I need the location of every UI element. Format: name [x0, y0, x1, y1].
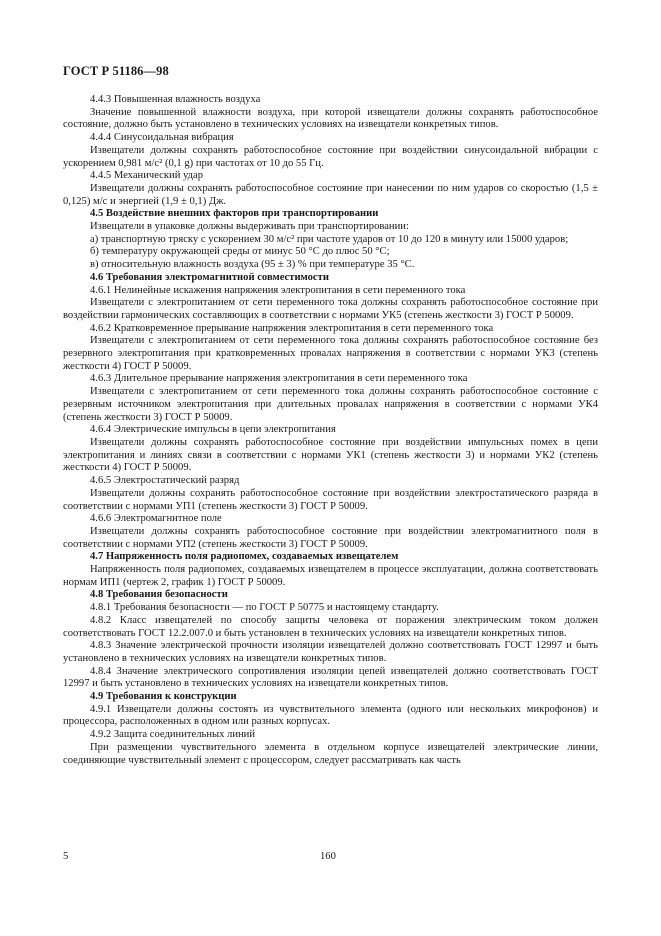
paragraph: 4.9.2 Защита соединительных линий — [90, 729, 256, 741]
paragraph: При размещении чувствительного элемента в отдельном корпусе извещателей электрические линии, соединяющие чувствительный элемент с процессором, следует рассматривать как часть — [63, 741, 598, 766]
section-heading: 4.6 Требования электромагнитной совместимости — [90, 271, 329, 283]
paragraph: Извещатели с электропитанием от сети переменного тока должны сохранять работоспособное состояние при воздействии гармонических составляющих в соответствии с нормами УК5 (степень жесткости 3) ГОСТ Р 50009. — [63, 297, 598, 321]
paragraph: б) температуру окружающей среды от минус 50 °С до плюс 50 °С; — [90, 246, 390, 258]
paragraph: 4.9.1 Извещатели должны состоять из чувствительного элемента (одного или нескольких микрофонов) и процессора, расположенных в одном или разных корпусах. — [63, 703, 598, 728]
paragraph: Извещатели должны сохранять работоспособное состояние при нанесении по ним ударов со скоростью (1,5 ± 0,125) м/с и энергией (1,9 ± 0,1) Дж. — [63, 182, 598, 207]
paragraph: Извещатели в упаковке должны выдерживать при транспортировании: — [90, 221, 409, 233]
paragraph: 4.6.1 Нелинейные искажения напряжения электропитания в сети переменного тока — [90, 284, 466, 296]
paragraph: 4.8.3 Значение электрической прочности изоляции извещателей должно соответствовать ГОСТ 12997 и быть установлено в технических условиях на извещатели конкретных типов. — [63, 640, 598, 664]
paragraph: Извещатели с электропитанием от сети переменного тока должны сохранять работоспособное состояние с резервным источником электропитания при длительных провалах напряжения в соответствии с нормами УК4 (степень жесткости 3) ГОСТ Р 50009. — [63, 386, 598, 423]
paragraph: Извещатели с электропитанием от сети переменного тока должны сохранять работоспособное состояние без резервного электропитания при кратковременных провалах напряжения в соответствии с нормами УК3 (степень жесткости 4) ГОСТ Р 50009. — [63, 335, 598, 372]
document-body — [63, 94, 598, 767]
paragraph: а) транспортную тряску с ускорением 30 м/с² при частоте ударов от 10 до 120 в минуту или 15000 ударов; — [90, 233, 569, 245]
page-number-left: 5 — [63, 851, 69, 862]
paragraph: Напряженность поля радиопомех, создаваемых извещателем в процессе эксплуатации, должна соответствовать нормам ИП1 (чертеж 2, график 1) ГОСТ Р 50009. — [63, 564, 598, 588]
paragraph: Извещатели должны сохранять работоспособное состояние при воздействии электромагнитного поля в соответствии с нормами УП2 (степень жесткости 3) ГОСТ Р 50009. — [63, 525, 598, 550]
document-header: ГОСТ Р 51186—98 — [63, 64, 169, 78]
section-heading: 4.8 Требования безопасности — [90, 589, 228, 601]
paragraph: 4.6.3 Длительное прерывание напряжения электропитания в сети переменного тока — [90, 373, 468, 385]
paragraph: в) относительную влажность воздуха (95 ± 3) % при температуре 35 °С. — [90, 259, 415, 271]
section-heading: 4.7 Напряженность поля радиопомех, создаваемых извещателем — [90, 551, 399, 563]
paragraph: 4.4.3 Повышенная влажность воздуха — [90, 94, 261, 105]
paragraph: Извещатели должны сохранять работоспособное состояние при воздействии электростатического разряда в соответствии с нормами УП1 (степень жесткости 3) ГОСТ Р 50009. — [63, 487, 598, 512]
paragraph: 4.8.1 Требования безопасности — по ГОСТ Р 50775 и настоящему стандарту. — [90, 602, 439, 614]
page-number-center: 160 — [320, 851, 336, 862]
paragraph: 4.6.6 Электромагнитное поле — [90, 513, 222, 525]
paragraph: Значение повышенной влажности воздуха, при которой извещатели должны сохранять работоспособное состояние, должно быть установлено в технических условиях на извещатели конкретных типов. — [63, 106, 598, 131]
paragraph: 4.8.4 Значение электрического сопротивления изоляции цепей извещателей должно соответствовать ГОСТ 12997 и быть установлено в технических условиях на извещатели конкретных типов. — [63, 665, 598, 690]
paragraph: 4.6.4 Электрические импульсы в цепи электропитания — [90, 424, 336, 436]
paragraph: 4.6.5 Электростатический разряд — [90, 475, 240, 487]
paragraph: Извещатели должны сохранять работоспособное состояние при воздействии синусоидальной вибрации с ускорением 0,981 м/с² (0,1 g) при частотах от 10 до 55 Гц. — [63, 144, 598, 169]
paragraph: 4.6.2 Кратковременное прерывание напряжения электропитания в сети переменного тока — [90, 322, 494, 334]
section-heading: 4.9 Требования к конструкции — [90, 691, 237, 703]
paragraph: 4.4.4 Синусоидальная вибрация — [90, 132, 234, 144]
section-heading: 4.5 Воздействие внешних факторов при транспортировании — [90, 208, 379, 220]
paragraph: 4.4.5 Механический удар — [90, 170, 204, 182]
paragraph: Извещатели должны сохранять работоспособное состояние при воздействии импульсных помех в цепи электропитания и линиях связи в соответствии с нормами УК1 (степень жесткости 3) и нормами УК2 (степень жесткости 4) ГОСТ Р 50009. — [63, 436, 598, 474]
paragraph: 4.8.2 Класс извещателей по способу защиты человека от поражения электрическим током должен соответствовать ГОСТ 12.2.007.0 и быть установлен в технических условиях на извещатели конкретных типов. — [63, 614, 598, 639]
